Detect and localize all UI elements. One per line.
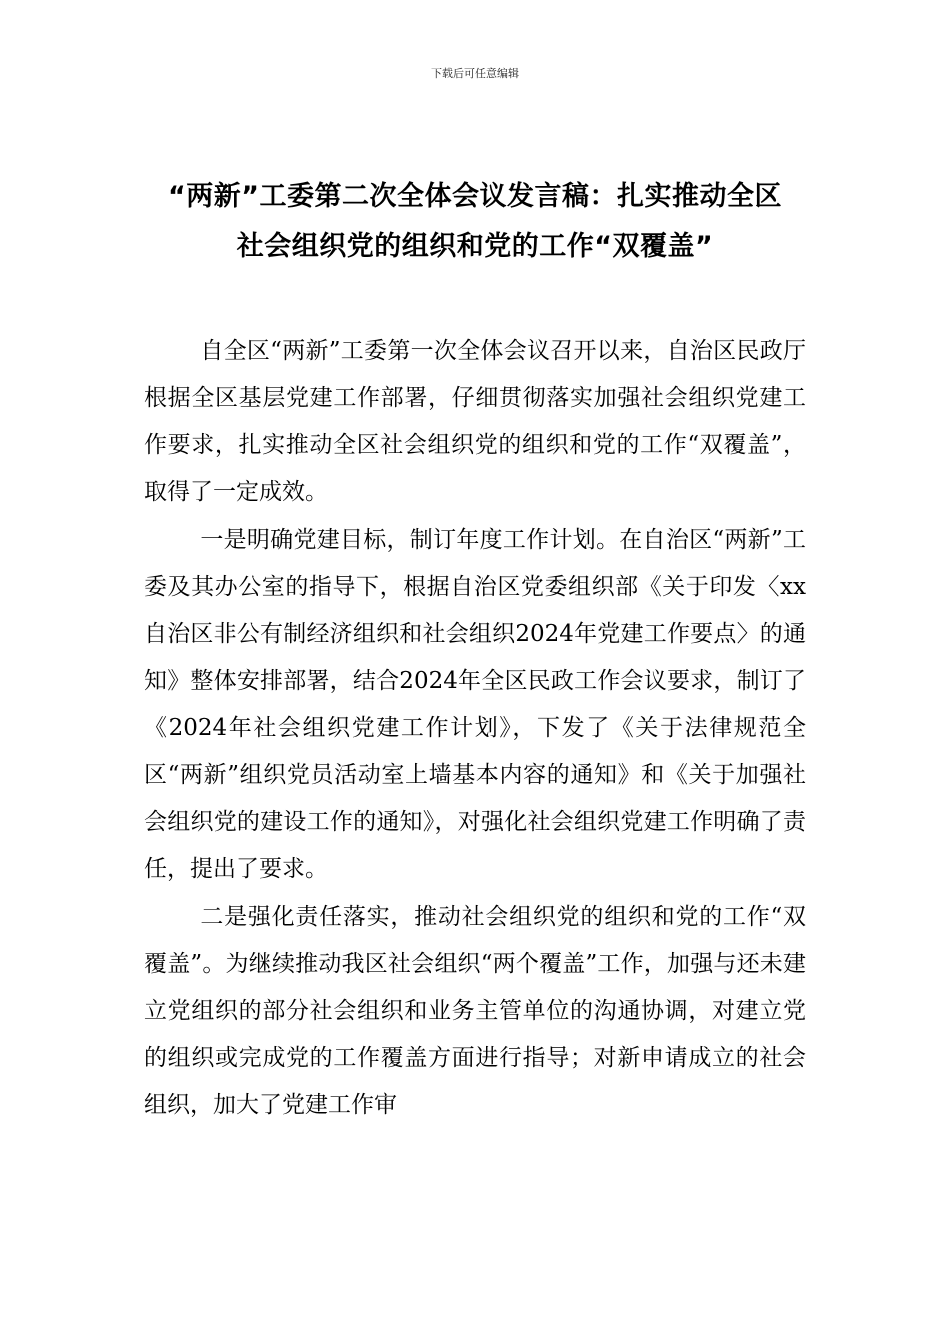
paragraph-intro: 自全区“两新”工委第一次全体会议召开以来，自治区民政厅根据全区基层党建工作部署，仔细贯彻落实加强社会组织党建工作要求，扎实推动全区社会组织党的组织和党的工作“双覆盖”，取得了一定成效。 <box>144 338 806 505</box>
header-note: 下载后可任意编辑 <box>431 67 519 80</box>
title-line-1: “两新”工委第二次全体会议发言稿：扎实推动全区 <box>168 181 782 212</box>
document-body <box>144 328 806 1130</box>
paragraph-first-point: 一是明确党建目标，制订年度工作计划。在自治区“两新”工委及其办公室的指导下，根据自治区党委组织部《关于印发〈xx自治区非公有制经济组织和社会组织2024年党建工作要点〉的通知》整体安排部署，结合2024年全区民政工作会议要求，制订了《2024年社会组织党建工作计划》，下发了《关于法律规范全区“两新”组织党员活动室上墙基本内容的通知》和《关于加强社会组织党的建设工作的通知》，对强化社会组织党建工作明确了责任，提出了要求。 <box>144 527 806 882</box>
document-title <box>120 172 830 272</box>
title-line-2: 社会组织党的组织和党的工作“双覆盖” <box>236 231 714 262</box>
paragraph-second-point: 二是强化责任落实，推动社会组织党的组织和党的工作“双覆盖”。为继续推动我区社会组织“两个覆盖”工作，加强与还未建立党组织的部分社会组织和业务主管单位的沟通协调，对建立党的组织或完成党的工作覆盖方面进行指导；对新申请成立的社会组织，加大了党建工作审 <box>144 904 806 1118</box>
